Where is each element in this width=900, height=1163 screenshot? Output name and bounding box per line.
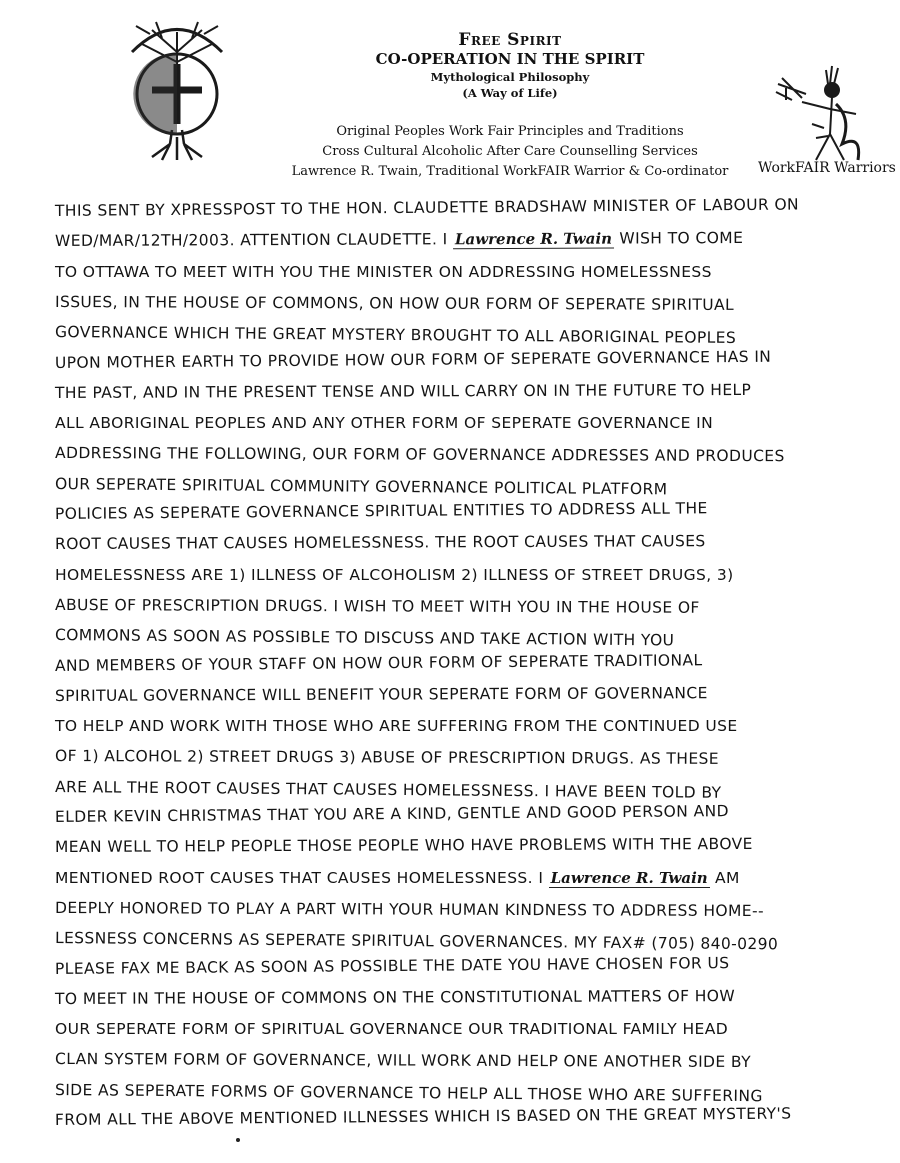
letter-line [55, 802, 729, 826]
letter-line-text: PLEASE FAX ME BACK AS SOON AS POSSIBLE THE DATE YOU HAVE CHOSEN FOR US [54, 953, 730, 978]
letter-line [55, 263, 712, 281]
letter-line [55, 869, 740, 887]
letter-line-text: CLAN SYSTEM FORM OF GOVERNANCE, WILL WORK AND HELP ONE ANOTHER SIDE BY [54, 1050, 752, 1072]
letter-line-text: LESSNESS CONCERNS AS SEPERATE SPIRITUAL GOVERNANCES. MY FAX# (705) 840-0290 [54, 929, 779, 954]
letter-line [55, 1050, 751, 1071]
letter-line-text: UPON MOTHER EARTH TO PROVIDE HOW OUR FORM OF SEPERATE GOVERNANCE HAS IN [54, 347, 772, 372]
letter-line-text: TO HELP AND WORK WITH THOSE WHO ARE SUFFERING FROM THE CONTINUED USE [55, 717, 738, 736]
letter-line [55, 381, 751, 402]
letter-line-text: OF 1) ALCOHOL 2) STREET DRUGS 3) ABUSE OF PRESCRIPTION DRUGS. AS THESE [54, 747, 720, 769]
letter-line [55, 1020, 728, 1038]
letter-line [55, 626, 675, 649]
letter-line [55, 1081, 763, 1105]
letter-line-text: MENTIONED ROOT CAUSES THAT CAUSES HOMELESSNESS. I [55, 868, 549, 887]
letter-line [55, 347, 771, 371]
letter-line-text: WISH TO COME [613, 229, 744, 248]
signature-inline: Lawrence R. Twain [453, 230, 614, 250]
letter-line-text: THE PAST, AND IN THE PRESENT TENSE AND WILL CARRY ON IN THE FUTURE TO HELP [54, 380, 752, 402]
philosophy-line: Mythological Philosophy [430, 70, 590, 84]
letter-line-text: OUR SEPERATE SPIRITUAL COMMUNITY GOVERNANCE POLITICAL PLATFORM [54, 474, 668, 499]
letter-line-text: ADDRESSING THE FOLLOWING, OUR FORM OF GOVERNANCE ADDRESSES AND PRODUCES [54, 444, 785, 466]
letter-line [55, 323, 736, 347]
letter-line [55, 229, 743, 250]
letter-line-text: AND MEMBERS OF YOUR STAFF ON HOW OUR FORM OF SEPERATE TRADITIONAL [54, 650, 703, 675]
service-lines [250, 122, 770, 182]
letter-line-text: POLICIES AS SEPERATE GOVERNANCE SPIRITUAL ENTITIES TO ADDRESS ALL THE [54, 499, 708, 523]
principles-line: Original Peoples Work Fair Principles and Traditions [336, 124, 684, 139]
letter-line-text: ROOT CAUSES THAT CAUSES HOMELESSNESS. THE ROOT CAUSES THAT CAUSES [54, 532, 706, 554]
letter-line [55, 293, 734, 314]
letter-line [55, 684, 708, 705]
handwritten-letter-body [54, 195, 875, 1152]
letter-line-text: COMMONS AS SOON AS POSSIBLE TO DISCUSS AND TAKE ACTION WITH YOU [54, 626, 675, 650]
letter-line-text: SIDE AS SEPERATE FORMS OF GOVERNANCE TO HELP ALL THOSE WHO ARE SUFFERING [54, 1080, 763, 1105]
letter-line-text: ALL ABORIGINAL PEOPLES AND ANY OTHER FORM OF SEPERATE GOVERNANCE IN [55, 414, 714, 433]
letter-line-text: TO OTTAWA TO MEET WITH YOU THE MINISTER ON ADDRESSING HOMELESSNESS [55, 262, 712, 281]
tree-circle-cross-logo-icon [112, 12, 242, 162]
letter-line-text: ISSUES, IN THE HOUSE OF COMMONS, ON HOW OUR FORM OF SEPERATE SPIRITUAL [54, 292, 735, 314]
letter-line-text: THIS SENT BY XPRESSPOST TO THE HON. CLAUDETTE BRADSHAW MINISTER OF LABOUR ON [54, 195, 800, 220]
letter-line [55, 929, 778, 953]
letter-line [55, 532, 706, 553]
letter-line-text: ABUSE OF PRESCRIPTION DRUGS. I WISH TO MEET WITH YOU IN THE HOUSE OF [54, 595, 700, 617]
letter-line-text: HOMELESSNESS ARE 1) ILLNESS OF ALCOHOLISM 2) ILLNESS OF STREET DRUGS, 3) [55, 565, 734, 584]
letter-line [55, 414, 713, 432]
letter-line [55, 778, 722, 802]
letter-line [55, 954, 730, 978]
letter-line-text: MEAN WELL TO HELP PEOPLE THOSE PEOPLE WHO HAVE PROBLEMS WITH THE ABOVE [54, 835, 753, 857]
letter-line [55, 499, 708, 523]
letter-line-text: OUR SEPERATE FORM OF SPIRITUAL GOVERNANCE OUR TRADITIONAL FAMILY HEAD [55, 1020, 729, 1039]
letter-line [55, 899, 764, 920]
org-name: Free Spirit [458, 30, 562, 50]
letter-line [55, 835, 753, 856]
letter-line [55, 747, 719, 768]
services-line: Cross Cultural Alcoholic After Care Counselling Services [322, 144, 698, 159]
letter-line [55, 717, 738, 735]
letter-line-text: WED/MAR/12TH/2003. ATTENTION CLAUDETTE. I [54, 230, 453, 251]
letter-line [55, 444, 785, 465]
letter-line-text: ELDER KEVIN CHRISTMAS THAT YOU ARE A KIND, GENTLE AND GOOD PERSON AND [54, 802, 729, 826]
way-of-life-line: (A Way of Life) [462, 86, 558, 100]
warrior-figure-logo-icon [772, 64, 868, 164]
signature-inline: Lawrence R. Twain [550, 868, 708, 887]
org-subtitle: CO-OPERATION IN THE SPIRIT [375, 50, 645, 68]
letter-line [55, 596, 700, 617]
letterhead-title-block [300, 30, 720, 101]
letter-line-text: SPIRITUAL GOVERNANCE WILL BENEFIT YOUR SEPERATE FORM OF GOVERNANCE [54, 683, 708, 705]
letter-line-text: AM [709, 868, 740, 887]
letter-line-text: ARE ALL THE ROOT CAUSES THAT CAUSES HOMELESSNESS. I HAVE BEEN TOLD BY [54, 777, 722, 802]
letter-line-text: DEEPLY HONORED TO PLAY A PART WITH YOUR HUMAN KINDNESS TO ADDRESS HOME-- [54, 898, 765, 920]
letterhead [0, 0, 900, 200]
letter-line-text: GOVERNANCE WHICH THE GREAT MYSTERY BROUGHT TO ALL ABORIGINAL PEOPLES [54, 323, 737, 348]
letter-line [55, 566, 734, 584]
letter-line-text: TO MEET IN THE HOUSE OF COMMONS ON THE CONSTITUTIONAL MATTERS OF HOW [54, 986, 736, 1008]
letter-line [55, 987, 735, 1008]
letter-line [55, 1105, 792, 1129]
letter-line [55, 475, 668, 498]
page-mark [236, 1138, 240, 1142]
workfair-warriors-caption: WorkFAIR Warriors [758, 160, 896, 176]
coordinator-line: Lawrence R. Twain, Traditional WorkFAIR Warrior & Co-ordinator [291, 164, 729, 179]
letter-line-text: FROM ALL THE ABOVE MENTIONED ILLNESSES WHICH IS BASED ON THE GREAT MYSTERY'S [54, 1104, 792, 1129]
letter-line [55, 651, 703, 675]
